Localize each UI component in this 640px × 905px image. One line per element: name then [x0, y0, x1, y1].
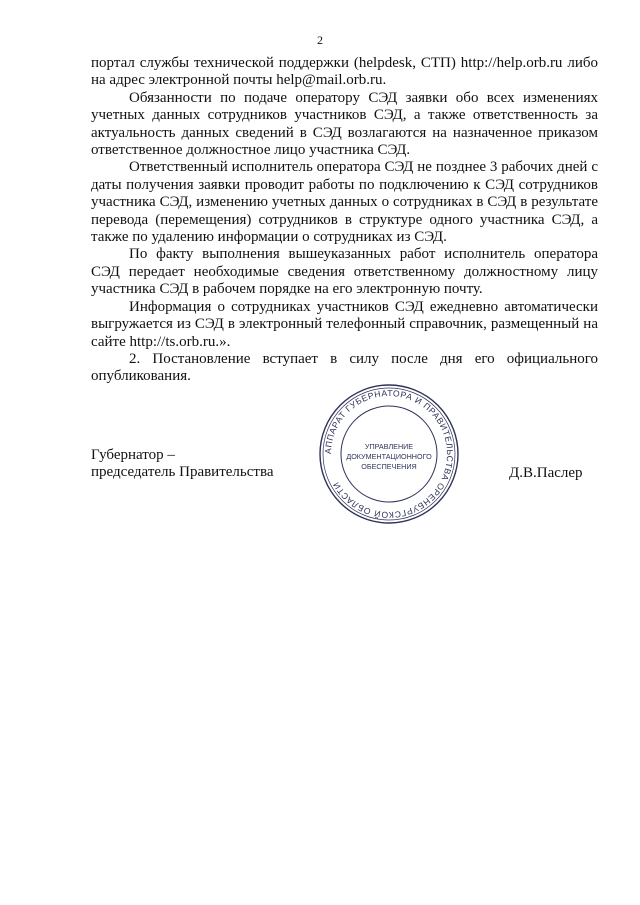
- official-stamp: [318, 383, 460, 525]
- signature-title-line2: председатель Правительства: [91, 464, 274, 481]
- stamp-center-line3: ОБЕСПЕЧЕНИЯ: [361, 462, 417, 471]
- signature-title-line1: Губернатор –: [91, 447, 175, 463]
- page-number: 2: [317, 33, 323, 47]
- paragraph-helpdesk: портал службы технической поддержки (helpdesk, СТП) http://help.orb.ru либо на адрес электронной почты help@mail.orb.ru.: [91, 55, 598, 89]
- paragraph-executor: Ответственный исполнитель оператора СЭД не позднее 3 рабочих дней с даты получения заявки проводит работы по подключению к СЭД сотрудников участника СЭД, изменению учетных данных о сотрудниках в СЭД в результате перевода (перемещения) сотрудников в структуре одного участника СЭД, а также по удалению информации о сотрудниках из СЭД.: [91, 159, 598, 246]
- signature-name: Д.В.Паслер: [509, 465, 583, 481]
- paragraph-directory: Информация о сотрудниках участников СЭД ежедневно автоматически выгружается из СЭД в электронный телефонный справочник, размещенный на сайте http://ts.orb.ru.».: [91, 298, 598, 350]
- document-body: [91, 55, 598, 386]
- stamp-ring-textpath: АППАРАТ ГУБЕРНАТОРА И ПРАВИТЕЛЬСТВА ОРЕНБУРГСКОЙ ОБЛАСТИ: [322, 387, 456, 521]
- stamp-center-line1: УПРАВЛЕНИЕ: [364, 442, 414, 451]
- stamp-center-line2: ДОКУМЕНТАЦИОННОГО: [346, 452, 432, 461]
- paragraph-effective-date: 2. Постановление вступает в силу после дня его официального опубликования.: [91, 350, 598, 385]
- paragraph-obligations: Обязанности по подаче оператору СЭД заявки обо всех изменениях учетных данных сотрудников участников СЭД, а также ответственность за актуальность данных сведений в СЭД возлагаются на назначенное приказом ответственное должностное лицо участника СЭД.: [91, 89, 598, 159]
- signature-title: [91, 447, 274, 482]
- paragraph-notification: По факту выполнения вышеуказанных работ исполнитель оператора СЭД передает необходимые сведения ответственному должностному лицу участника СЭД в рабочем порядке на его электронную почту.: [91, 246, 598, 298]
